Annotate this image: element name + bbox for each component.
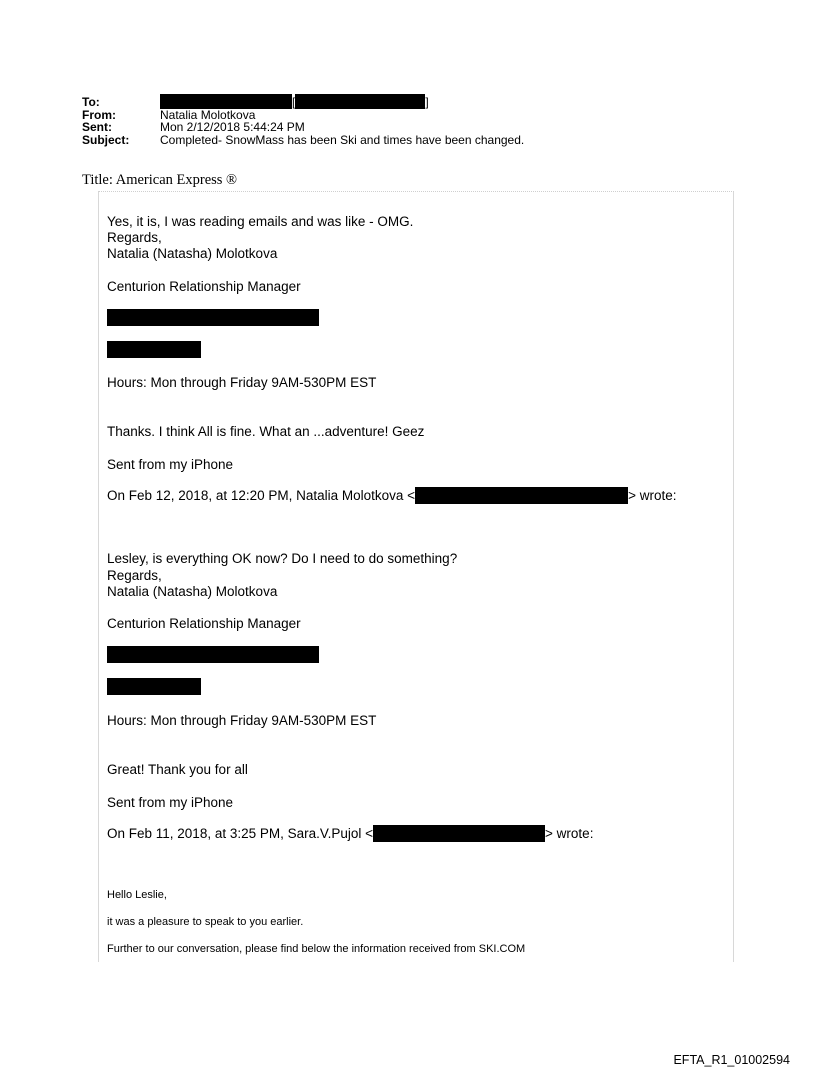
quote-header (107, 488, 676, 504)
redaction-bar (107, 678, 201, 695)
further-line: Further to our conversation, please find below the information received from SKI.COM (107, 943, 526, 955)
signature-role: Centurion Relationship Manager (107, 616, 301, 631)
signature-name: Natalia (Natasha) Molotkova (107, 584, 278, 599)
to-bracket-open: [ (292, 95, 296, 109)
sent-from-iphone: Sent from my iPhone (107, 795, 234, 810)
signature-name: Natalia (Natasha) Molotkova (107, 246, 278, 261)
sent-row (82, 121, 524, 134)
document-title: Title: American Express ® (82, 172, 238, 188)
pleasure-line: it was a pleasure to speak to you earlier. (107, 916, 304, 928)
sent-value: Mon 2/12/2018 5:44:24 PM (160, 120, 305, 134)
quote-header-suffix: > wrote: (628, 488, 677, 503)
quote-header-suffix: > wrote: (545, 826, 594, 841)
regards-line: Regards, (107, 230, 162, 245)
to-label: To: (82, 95, 100, 109)
redaction-bar (107, 309, 319, 326)
signature-role: Centurion Relationship Manager (107, 279, 301, 294)
email-header (82, 96, 524, 146)
redaction-bar (107, 646, 319, 663)
question-line: Lesley, is everything OK now? Do I need to do something? (107, 551, 458, 566)
redaction-bar (373, 825, 545, 842)
greeting-line: Hello Leslie, (107, 889, 167, 901)
redaction-bar (415, 487, 628, 504)
from-label: From: (82, 107, 116, 122)
to-bracket-close: ] (425, 95, 429, 109)
hours-line: Hours: Mon through Friday 9AM-530PM EST (107, 713, 377, 728)
quote-header-prefix: On Feb 12, 2018, at 12:20 PM, Natalia Molotkova < (107, 488, 416, 503)
quote-header (107, 826, 593, 842)
reply-line: Yes, it is, I was reading emails and was like - OMG. (107, 214, 414, 229)
message-frame (98, 191, 734, 962)
to-row (82, 96, 524, 109)
great-line: Great! Thank you for all (107, 762, 248, 777)
thanks-line: Thanks. I think All is fine. What an ...adventure! Geez (107, 424, 425, 439)
quote-header-prefix: On Feb 11, 2018, at 3:25 PM, Sara.V.Pujol < (107, 826, 374, 841)
subject-value: Completed- SnowMass has been Ski and times have been changed. (160, 132, 525, 147)
sent-from-iphone: Sent from my iPhone (107, 457, 234, 472)
redaction-bar (107, 341, 201, 358)
document-id: EFTA_R1_01002594 (673, 1053, 790, 1067)
redaction-bar (160, 94, 292, 109)
regards-line: Regards, (107, 568, 162, 583)
subject-label: Subject: (82, 132, 130, 147)
hours-line: Hours: Mon through Friday 9AM-530PM EST (107, 375, 377, 390)
redaction-bar (295, 94, 425, 109)
sent-label: Sent: (82, 120, 112, 134)
subject-row (82, 134, 524, 147)
from-value: Natalia Molotkova (160, 107, 256, 122)
